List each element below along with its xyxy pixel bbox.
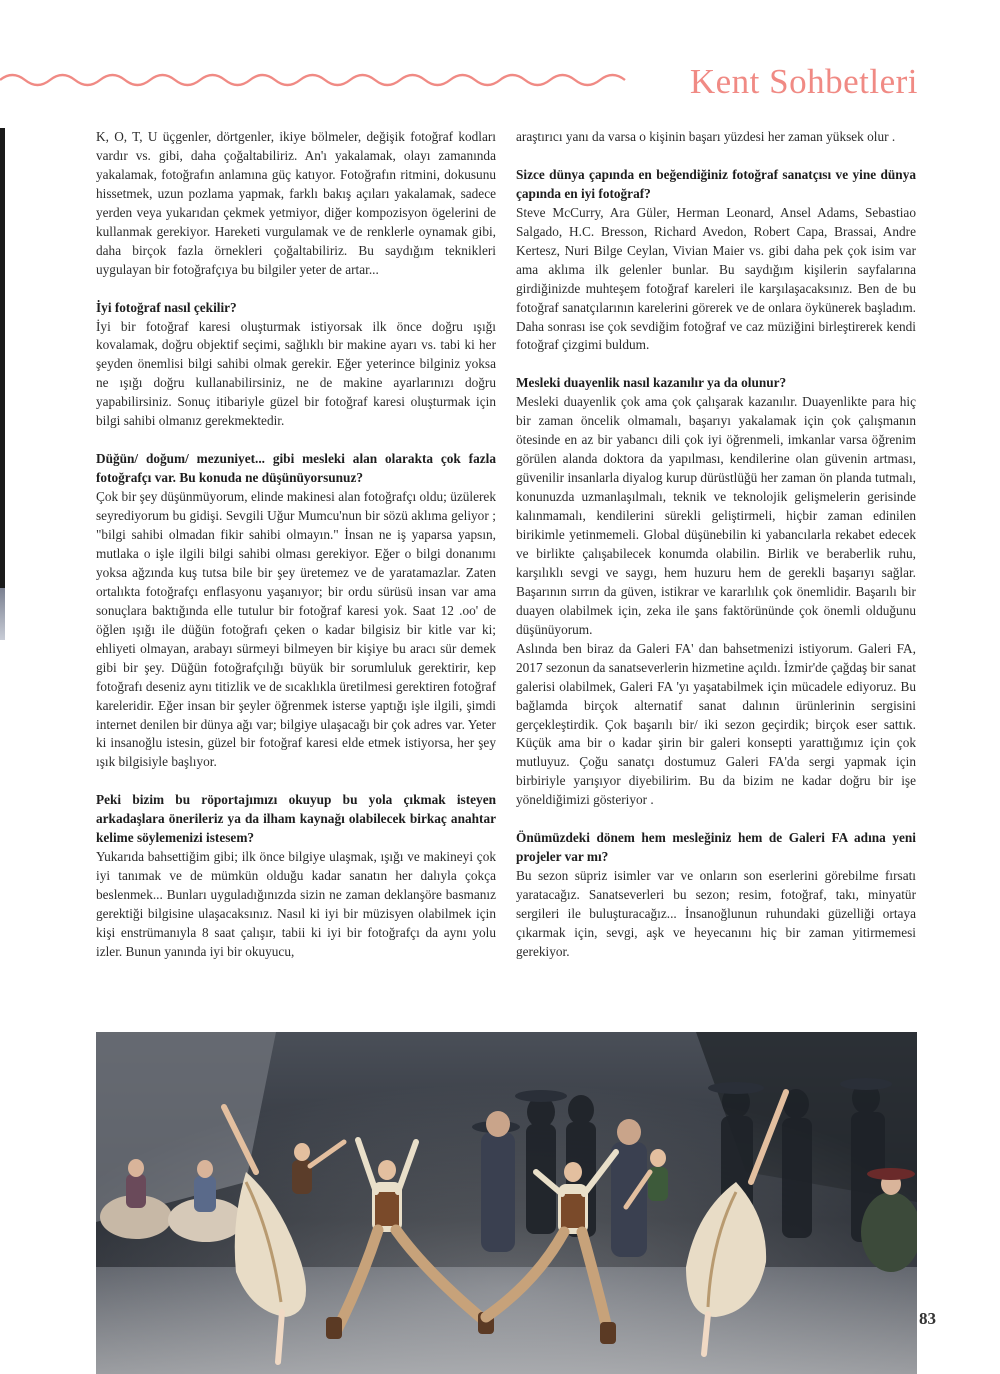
ballet-photo: [96, 1032, 917, 1374]
answer-paragraph: Çok bir şey düşünmüyorum, elinde makinesi alan fotoğrafçı oldu; üzülerek seyrediyorum bu gidişi. Sevgili Uğur Mumcu'nun bir sözü aklıma geliyor ; "bilgi sahibi olmadan fikir sahibi olmayın." İnsan ne iş yaparsa yapsın, mutlaka o işle ilgili bilgi sahibi olması gerekiyor. Eğer o bilgi donanımı yoksa ağzında kuş tutsa bile bir şey üretemez ve de yaratamazlar. Zaten ortalıkta fotoğrafçı enflasyonu yaşanıyor; bir ordu sürüsü insan var ama sonuçlara baktığında elle tutulur bir fotoğraf karesi yok. Saat 12 .oo' de öğlen ışığı ile düğün fotoğrafı çeken o kadar bilgisiz bir kitle var ki; ehliyeti olmayan, arabayı sürmeyi bilmeyen bir kişiye bu aracı sür demek gibi bir şey. Düğün fotoğrafçılığı büyük bir sorumluluk gerektirir, kep fotoğrafı deseniz aynı titizlik ve de sıcaklıkla üretilmesi gerektiren fotoğraf kareleridir. Eğer insan bir şeyler öğrenmek isterse yaptığı işle ilgili, şimdi internet denilen bir dünya ağı var; bilgiye ulaşacağı bir çok adres var. Yeter ki insanoğlu istesin, güzel bir fotoğraf karesi elde etmek istiyorsa, her şey ışık bilgisiyle başlıyor.: [96, 489, 496, 770]
question-heading: Düğün/ doğum/ mezuniyet... gibi mesleki alan olarakta çok fazla fotoğrafçı var. Bu konuda ne düşünüyorsunuz?: [96, 451, 496, 486]
decorative-wave-line: [0, 68, 640, 92]
section-title: Kent Sohbetleri: [689, 62, 918, 101]
answer-paragraph: Bu sezon süpriz isimler var ve onların son eserlerini görebilme fırsatı yaratacağız. Sanatseverleri bu sezon; resim, fotoğraf, takı, minyatür sergileri ile buluşturacağız... İnsanoğlunun ruhundaki güzelliği ortaya çıkarmak için, sevgi, aşk ve heyecanını hiç bir zaman yitirmemesi gerekiyor.: [516, 868, 916, 959]
answer-paragraph: Steve McCurry, Ara Güler, Herman Leonard, Ansel Adams, Sebastiao Salgado, H.C. Bresson, Richard Avedon, Robert Capa, Brassai, Andre Kertesz, Nuri Bilge Ceylan, Vivian Maier vs. gibi daha pek çok isim var ama aklıma ilk gelenler bunlar. Bu saydığım kişilerin sayfalarına girdiğinizde muhteşem fotoğraf kareleri ile karşılaşacaksınız. Ben de bu fotoğraf sanatçılarının karelerini görerek ve de onlara öykünerek başladım. Daha sonrası ise çok sevdiğim fotoğraf ve caz müziğini birleştirerek kendi fotoğraf çizgimi buldum.: [516, 204, 916, 353]
continued-paragraph: araştırıcı yanı da varsa o kişinin başarı yüzdesi her zaman yüksek olur .: [516, 129, 896, 144]
answer-paragraph: İyi bir fotoğraf karesi oluşturmak istiyorsak ilk önce doğru ışığı kovalamak, doğru objektif seçimi, sağlıklı bir makine ayarı vs. tabi ki her şeyden önemlisi bilgi sahibi olmak gerekir. Eğer yeterince bilginiz yoksa ne ışığı doğru kullanabilirsiniz, ne de makine ayarlarınızı doğru yapabilirsiniz. Sonuç itibariyle güzel bir fotoğraf karesi oluşturmak için bilgi sahibi olmanız gerekmektedir.: [96, 318, 496, 429]
question-heading: Önümüzdeki dönem hem mesleğiniz hem de Galeri FA adına yeni projeler var mı?: [516, 830, 916, 865]
question-heading: Sizce dünya çapında en beğendiğiniz fotoğraf sanatçısı ve yine dünya çapında en iyi fotoğraf?: [516, 166, 916, 201]
page-number: 83: [919, 1309, 936, 1328]
question-heading: Mesleki duayenlik nasıl kazanılır ya da olunur?: [516, 375, 787, 391]
answer-paragraph: Mesleki duayenlik çok ama çok çalışarak kazanılır. Duayenlikte para hiç bir zaman öncelik olmamalı, başarıyı yakalamak için çok çalışmanın ötesinde en az bir yabancı dili çok iyi öğrenmeli, imkanlar varsa öğrenim görülen alanda doktora da yapılması, kendilerine olan güvenin artması, güvenilir insanlarla diyalog kurup dürüstlüğü her zaman ön planda tutmalı, konunuzda uzmanlaşılmalı, teknik ve teknolojik gelişmelerin gerisinde kalınmamalı, kendilerini sürekli geliştirmeli, hiçbir zaman edinilen birikimle yetinmemeli. Global düşünebilin ki yabancılarla rekabet edecek ve birlikte çalışabilecek konumda olabilin. Birlik ve beraberlik ruhu, karşılıklı sevgi ve saygı, hem huzuru hem de gerekli başarıyı sağlar. Başarının sırrın da güven, istikrar ve kararlılık çok önemlidir. Başarılı bir duayen olabilmek için, zeka ile şans faktörününde çok önemli olduğunu düşünüyorum.: [516, 394, 916, 637]
right-column: [516, 128, 916, 962]
question-heading: İyi fotoğraf nasıl çekilir?: [96, 299, 237, 315]
answer-paragraph: Yukarıda bahsettiğim gibi; ilk önce bilgiye ulaşmak, ışığı ve makineyi çok iyi tanımak ve de mümkün olduğu kadar sanatın her dalıyla çokça beslenmek... Bunları uyguladığınızda sizin ne zaman deklanşöre basmanız gerektiği bilgisine ulaşacaksınız. Nasıl ki iyi bir müzisyen olabilmek için kişi enstrümanıyla 8 saat çalışır, tabii ki iyi bir fotoğrafçı da aynı yolu izler. Bunun yanında iyi bir okuyucu,: [96, 849, 496, 959]
question-heading: Peki bizim bu röportajımızı okuyup bu yola çıkmak isteyen arkadaşlara önerileriz ya da ilham kaynağı olabilecek birkaç anahtar kelime söylemenizi istesem?: [96, 792, 496, 846]
intro-paragraph: K, O, T, U üçgenler, dörtgenler, ikiye bölmeler, değişik fotoğraf kodları vardır vs. gibi, daha çoğaltabiliriz. An'ı yakalamak, olayı zamanında yakalamak, fotoğrafın anlamına güç katıyor. Fotoğrafın ritmini, dokusunu hissetmek, uzun pozlama yapmak, farklı bakış açıları yakalamak, sadece yerden veya yukarıdan çekmek yetmiyor, diğer kompozisyon ögelerini de kullanmak gerekiyor. Hareketi vurgulamak ve de renklerle oynamak gibi, daha birçok fazla örnekleri çoğaltabiliriz. Bu saydığım teknikleri uygulayan bir fotoğrafçıya bu bilgiler yeter de artar...: [96, 129, 496, 277]
left-column: [96, 128, 496, 962]
previous-page-edge: [0, 128, 5, 588]
ballet-stage-illustration: [96, 1032, 917, 1374]
answer-paragraph: Aslında ben biraz da Galeri FA' dan bahsetmenizi istiyorum. Galeri FA, 2017 sezonun da sanatseverlerin hizmetine açıldı. İzmir'de çağdaş bir sanat galerisi olabilmek, Galeri FA 'yı yaşatabilmek için mücadele ediyoruz. Bu bağlamda birçok alternatif sanat dalının ürünlerinin sergisini gerçekleştirdik. Çok başarılı bir/ iki sezon geçirdik; birçok eser sattık. Küçük ama bir o kadar şirin bir galeri konsepti yarattığımız için çok mutluyuz. Çoğu sanatçı dostumuz Galeri FA'da sergi yapmak için birbiriyle yarışıyor diyebilirim. Bu da bizim ne kadar doğru bir işe yöneldiğimizi gösteriyor .: [516, 640, 916, 808]
previous-page-edge-fade: [0, 588, 5, 640]
